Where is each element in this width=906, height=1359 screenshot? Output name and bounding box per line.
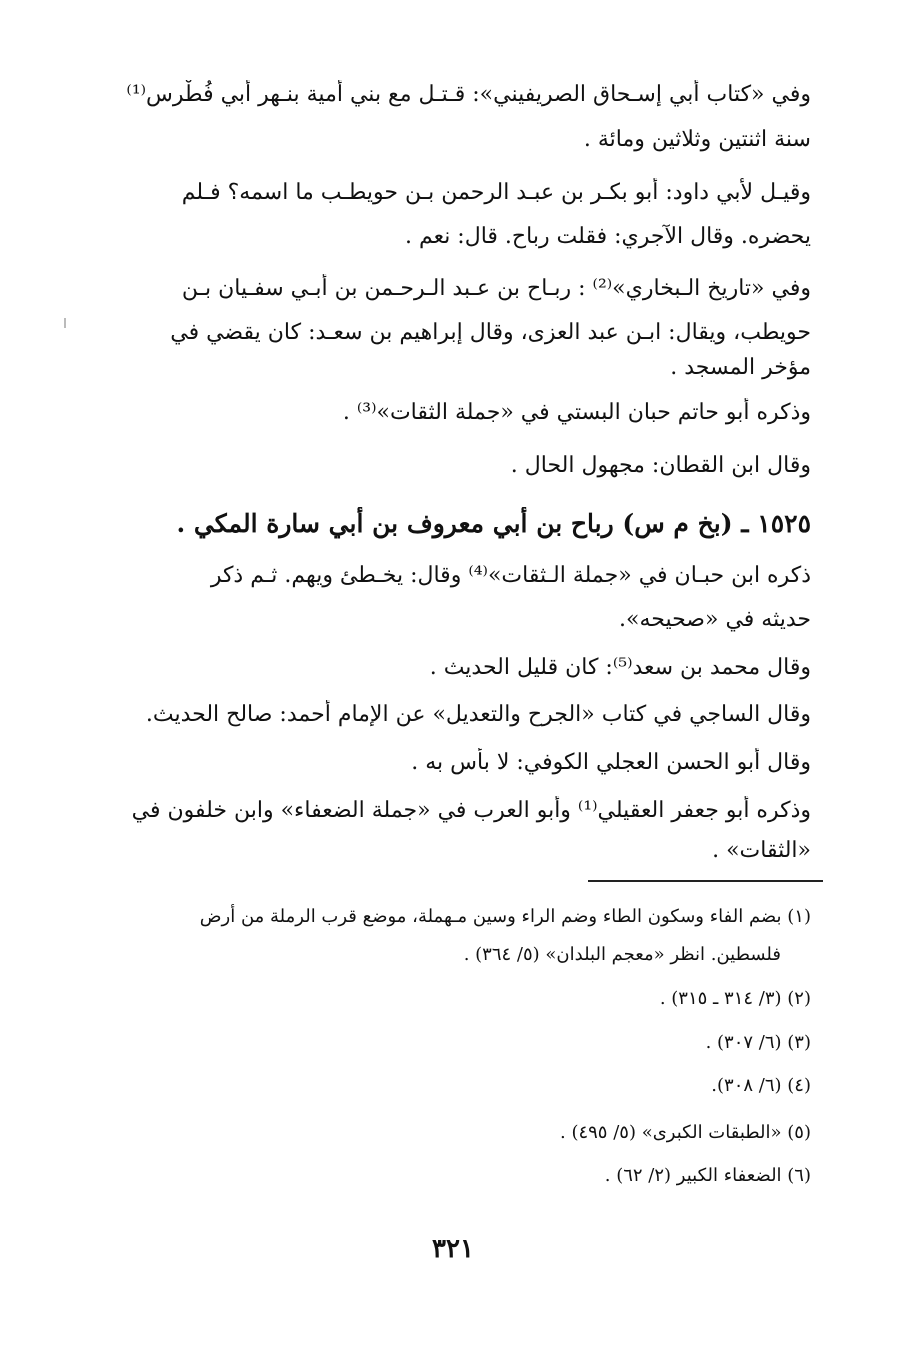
margin-mark [64,318,66,328]
footnote-separator [588,880,823,882]
paragraph-line: وفي «كتاب أبي إسـحاق الصريفيني»: قـتـل مع بني أمية بنـهر أبي فُطْرس⁽¹⁾ [126,82,811,107]
paragraph-line: حويطب، ويقال: ابـن عبد العزى، وقال إبراهيم بن سعـد: كان يقضي في [170,320,811,345]
paragraph-line: سنة اثنتين وثلاثين ومائة . [583,127,811,152]
paragraph-line: يحضره. وقال الآجري: فقلت رباح. قال: نعم . [404,224,811,249]
paragraph-line: ذكره ابن حبـان في «جملة الـثقات»⁽⁴⁾ وقال: يخـطئ ويهم. ثـم ذكر [210,563,811,588]
footnote: (٣) (٦/ ٣٠٧) . [705,1032,811,1053]
entry-heading: ١٥٢٥ ـ (بخ م س) رباح بن أبي معروف بن أبي سارة المكي . [176,509,811,538]
paragraph-line: مؤخر المسجد . [670,355,811,380]
paragraph-line: وقال محمد بن سعد⁽⁵⁾: كان قليل الحديث . [429,655,811,680]
page-number: ٣٢١ [432,1234,474,1264]
footnote: فلسطين. انظر «معجم البلدان» (٥/ ٣٦٤) . [463,944,781,965]
footnote: (٤) (٦/ ٣٠٨). [711,1075,811,1096]
footnote: (١) بضم الفاء وسكون الطاء وضم الراء وسين مـهملة، موضع قرب الرملة من أرض [199,906,811,927]
paragraph-line: وقال أبو الحسن العجلي الكوفي: لا بأس به . [411,750,811,775]
paragraph-line: وقال ابن القطان: مجهول الحال . [510,453,811,478]
paragraph-line: وفي «تاريخ الـبخاري»⁽²⁾ : ربـاح بن عـبد الـرحـمن بن أبـي سفـيان بـن [181,276,811,301]
footnote: (٦) الضعفاء الكبير (٢/ ٦٢) . [604,1165,811,1186]
paragraph-line: وقال الساجي في كتاب «الجرح والتعديل» عن الإمام أحمد: صالح الحديث. [145,702,811,727]
paragraph-line: وقيـل لأبي داود: أبو بكـر بن عبـد الرحمن بـن حويطـب ما اسمه؟ فـلم [181,180,811,205]
paragraph-line: وذكره أبو حاتم حبان البستي في «جملة الثقات»⁽³⁾ . [342,400,811,425]
paragraph-line: «الثقات» . [712,838,811,863]
footnote: (٥) «الطبقات الكبرى» (٥/ ٤٩٥) . [560,1122,811,1143]
paragraph-line: وذكره أبو جعفر العقيلي⁽¹⁾ وأبو العرب في «جملة الضعفاء» وابن خلفون في [131,798,811,823]
paragraph-line: حديثه في «صحيحه». [619,607,811,632]
footnote: (٢) (٣/ ٣١٤ ـ ٣١٥) . [659,988,811,1009]
